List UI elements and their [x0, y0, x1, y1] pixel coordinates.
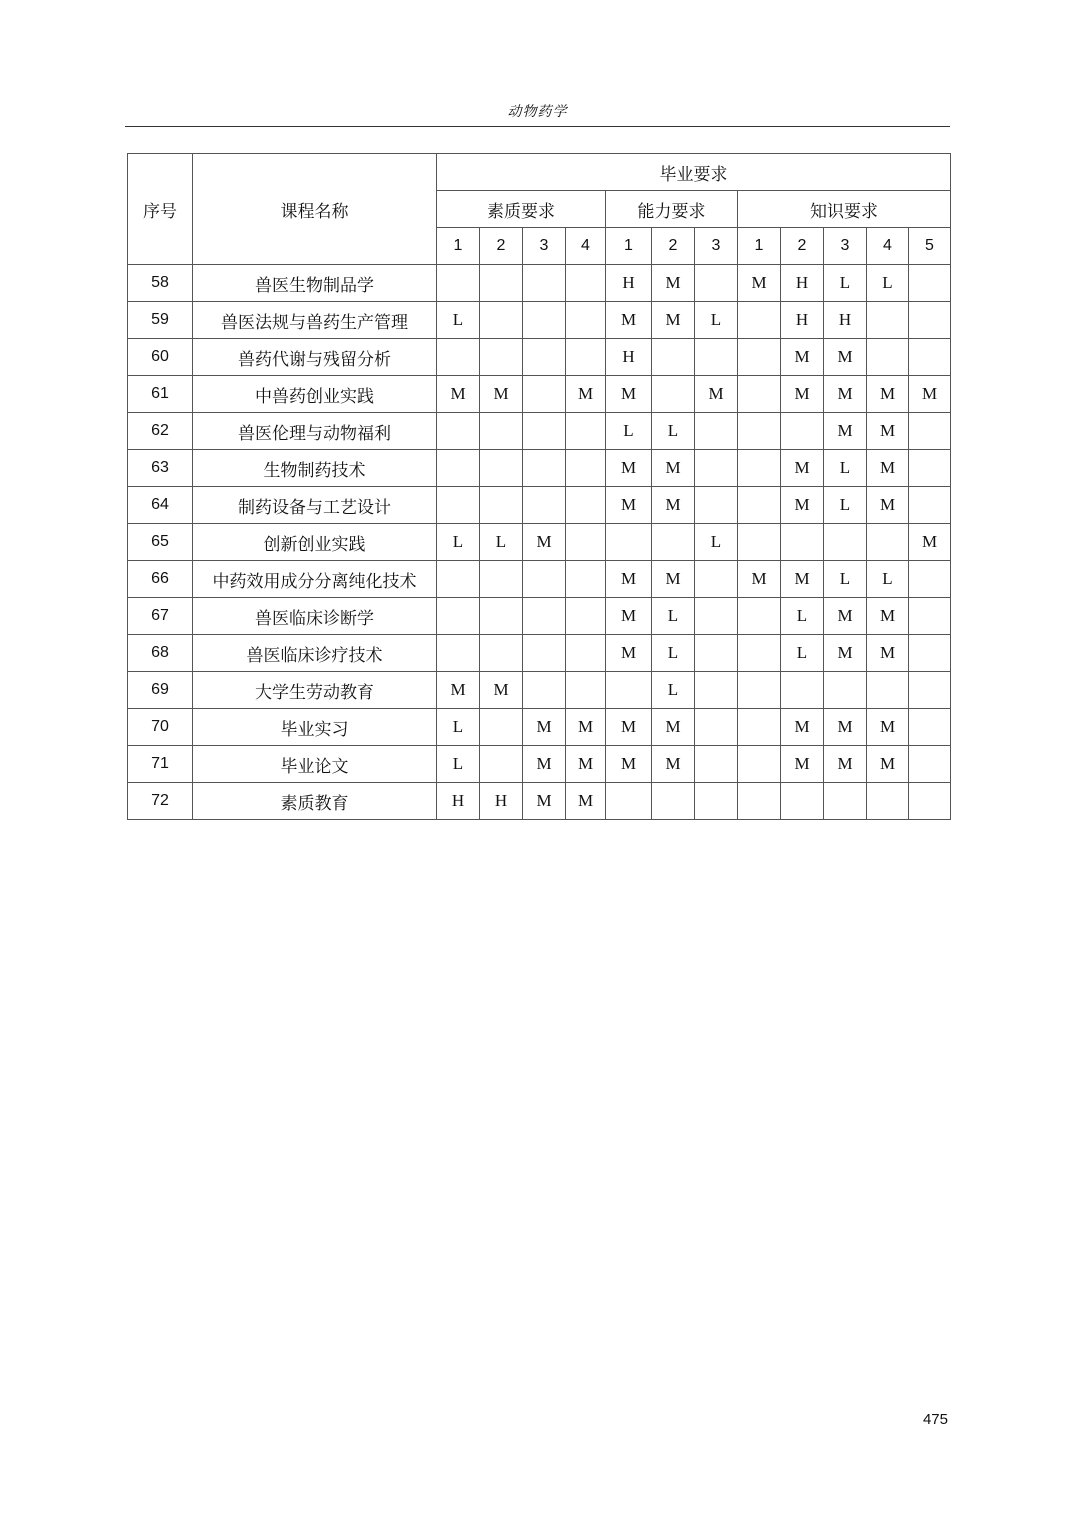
requirement-level-cell: M — [781, 487, 824, 524]
table-head — [128, 154, 951, 265]
requirement-level-cell: M — [606, 746, 652, 783]
requirement-level-cell — [909, 746, 951, 783]
requirement-level-cell — [566, 413, 606, 450]
requirement-level-cell: M — [652, 746, 695, 783]
course-name-cell: 毕业实习 — [193, 709, 437, 746]
requirement-level-cell: M — [606, 302, 652, 339]
requirement-level-cell: M — [652, 450, 695, 487]
requirement-level-cell — [566, 561, 606, 598]
column-subheader-0-3: 4 — [566, 228, 606, 265]
course-name-cell: 中药效用成分分离纯化技术 — [193, 561, 437, 598]
requirement-level-cell — [909, 339, 951, 376]
requirement-level-cell — [480, 709, 523, 746]
requirement-level-cell: M — [738, 561, 781, 598]
requirement-level-cell — [566, 339, 606, 376]
requirement-level-cell — [695, 561, 738, 598]
row-index-cell: 69 — [128, 672, 193, 709]
requirement-level-cell — [781, 672, 824, 709]
requirement-level-cell — [437, 635, 480, 672]
requirement-level-cell: L — [695, 302, 738, 339]
requirement-level-cell: H — [781, 265, 824, 302]
requirement-level-cell: L — [824, 450, 867, 487]
requirement-level-cell: M — [523, 524, 566, 561]
requirement-level-cell — [480, 746, 523, 783]
requirement-level-cell — [909, 561, 951, 598]
requirement-level-cell: M — [824, 376, 867, 413]
requirement-level-cell — [738, 598, 781, 635]
requirement-level-cell: M — [652, 487, 695, 524]
table-row — [128, 413, 951, 450]
requirement-level-cell — [480, 265, 523, 302]
course-name-cell: 兽药代谢与残留分析 — [193, 339, 437, 376]
row-index-cell: 64 — [128, 487, 193, 524]
requirement-level-cell: L — [652, 635, 695, 672]
requirement-level-cell — [523, 487, 566, 524]
requirement-level-cell — [695, 635, 738, 672]
requirement-level-cell: M — [606, 487, 652, 524]
requirement-level-cell — [824, 783, 867, 820]
requirement-level-cell: M — [824, 709, 867, 746]
table-row — [128, 598, 951, 635]
requirement-level-cell: M — [652, 265, 695, 302]
table-row — [128, 672, 951, 709]
course-name-cell: 兽医临床诊断学 — [193, 598, 437, 635]
requirement-level-cell: H — [480, 783, 523, 820]
requirement-level-cell: M — [867, 635, 909, 672]
course-name-cell: 素质教育 — [193, 783, 437, 820]
requirement-level-cell — [909, 413, 951, 450]
course-name-cell: 兽医法规与兽药生产管理 — [193, 302, 437, 339]
column-subheader-2-1: 2 — [781, 228, 824, 265]
requirement-level-cell: H — [437, 783, 480, 820]
requirement-level-cell — [695, 487, 738, 524]
course-name-cell: 兽医临床诊疗技术 — [193, 635, 437, 672]
table-row — [128, 376, 951, 413]
column-group-1: 能力要求 — [606, 191, 738, 228]
requirement-level-cell: L — [437, 709, 480, 746]
requirement-level-cell: M — [824, 635, 867, 672]
requirement-level-cell — [867, 524, 909, 561]
requirement-level-cell: M — [867, 450, 909, 487]
row-index-cell: 67 — [128, 598, 193, 635]
requirement-level-cell: M — [867, 413, 909, 450]
requirement-level-cell — [909, 783, 951, 820]
requirement-level-cell — [437, 598, 480, 635]
requirement-level-cell — [781, 413, 824, 450]
requirement-level-cell: M — [566, 746, 606, 783]
requirement-level-cell: L — [867, 265, 909, 302]
table-row — [128, 709, 951, 746]
row-index-cell: 68 — [128, 635, 193, 672]
requirement-level-cell: M — [867, 598, 909, 635]
requirement-level-cell: M — [606, 450, 652, 487]
requirement-level-cell — [566, 450, 606, 487]
requirement-level-cell — [652, 524, 695, 561]
requirement-level-cell: L — [781, 635, 824, 672]
course-name-cell: 制药设备与工艺设计 — [193, 487, 437, 524]
requirement-level-cell: M — [566, 783, 606, 820]
requirement-level-cell: H — [824, 302, 867, 339]
requirement-level-cell — [652, 783, 695, 820]
row-index-cell: 61 — [128, 376, 193, 413]
requirement-level-cell — [909, 450, 951, 487]
page-header-title: 动物药学 — [125, 100, 950, 127]
requirement-level-cell: L — [781, 598, 824, 635]
requirement-level-cell — [652, 376, 695, 413]
requirement-level-cell — [606, 524, 652, 561]
requirement-level-cell: M — [867, 487, 909, 524]
table-row — [128, 561, 951, 598]
column-group-2: 知识要求 — [738, 191, 951, 228]
requirement-level-cell — [738, 376, 781, 413]
requirement-level-cell — [523, 265, 566, 302]
curriculum-matrix-table-wrapper — [127, 153, 951, 820]
requirement-level-cell: L — [695, 524, 738, 561]
requirement-level-cell — [824, 672, 867, 709]
requirement-level-cell — [437, 339, 480, 376]
requirement-level-cell — [695, 265, 738, 302]
requirement-level-cell — [566, 524, 606, 561]
requirement-level-cell — [738, 709, 781, 746]
course-name-cell: 毕业论文 — [193, 746, 437, 783]
requirement-level-cell — [695, 339, 738, 376]
requirement-level-cell: L — [824, 561, 867, 598]
requirement-level-cell: M — [738, 265, 781, 302]
requirement-level-cell — [523, 672, 566, 709]
column-subheader-2-4: 5 — [909, 228, 951, 265]
requirement-level-cell: M — [523, 783, 566, 820]
requirement-level-cell: H — [606, 339, 652, 376]
column-group-graduation-requirements: 毕业要求 — [437, 154, 951, 191]
requirement-level-cell: M — [652, 709, 695, 746]
requirement-level-cell: M — [652, 302, 695, 339]
row-index-cell: 58 — [128, 265, 193, 302]
requirement-level-cell: L — [437, 746, 480, 783]
requirement-level-cell: M — [523, 709, 566, 746]
requirement-level-cell: M — [781, 561, 824, 598]
column-subheader-1-1: 2 — [652, 228, 695, 265]
course-name-cell: 兽医伦理与动物福利 — [193, 413, 437, 450]
requirement-level-cell — [695, 450, 738, 487]
column-subheader-2-2: 3 — [824, 228, 867, 265]
requirement-level-cell: M — [606, 561, 652, 598]
requirement-level-cell: M — [781, 746, 824, 783]
column-header-course: 课程名称 — [193, 154, 437, 265]
requirement-level-cell — [909, 709, 951, 746]
requirement-level-cell — [437, 265, 480, 302]
requirement-level-cell — [523, 339, 566, 376]
requirement-level-cell — [523, 302, 566, 339]
requirement-level-cell — [738, 783, 781, 820]
course-name-cell: 中兽药创业实践 — [193, 376, 437, 413]
column-subheader-2-0: 1 — [738, 228, 781, 265]
requirement-level-cell — [738, 450, 781, 487]
requirement-level-cell — [738, 524, 781, 561]
requirement-level-cell — [867, 302, 909, 339]
requirement-level-cell — [738, 413, 781, 450]
table-row — [128, 265, 951, 302]
requirement-level-cell — [480, 487, 523, 524]
row-index-cell: 63 — [128, 450, 193, 487]
table-body — [128, 265, 951, 820]
row-index-cell: 72 — [128, 783, 193, 820]
requirement-level-cell — [909, 598, 951, 635]
requirement-level-cell: M — [523, 746, 566, 783]
requirement-level-cell — [909, 635, 951, 672]
requirement-level-cell — [738, 302, 781, 339]
requirement-level-cell — [606, 783, 652, 820]
table-row — [128, 746, 951, 783]
requirement-level-cell — [566, 672, 606, 709]
requirement-level-cell: M — [652, 561, 695, 598]
requirement-level-cell — [480, 413, 523, 450]
requirement-level-cell — [738, 672, 781, 709]
requirement-level-cell: M — [867, 746, 909, 783]
column-subheader-0-2: 3 — [523, 228, 566, 265]
requirement-level-cell: L — [824, 265, 867, 302]
requirement-level-cell — [738, 339, 781, 376]
requirement-level-cell: L — [437, 302, 480, 339]
requirement-level-cell — [695, 746, 738, 783]
table-row — [128, 450, 951, 487]
requirement-level-cell — [909, 265, 951, 302]
requirement-level-cell — [738, 746, 781, 783]
requirement-level-cell — [867, 672, 909, 709]
requirement-level-cell: M — [480, 672, 523, 709]
requirement-level-cell — [695, 672, 738, 709]
requirement-level-cell: M — [867, 376, 909, 413]
requirement-level-cell — [480, 598, 523, 635]
requirement-level-cell: H — [781, 302, 824, 339]
requirement-level-cell — [566, 265, 606, 302]
requirement-level-cell: M — [437, 376, 480, 413]
page-number: 475 — [922, 1411, 948, 1428]
requirement-level-cell — [652, 339, 695, 376]
requirement-level-cell — [738, 487, 781, 524]
row-index-cell: 70 — [128, 709, 193, 746]
requirement-level-cell: M — [566, 376, 606, 413]
requirement-level-cell — [480, 450, 523, 487]
table-row — [128, 302, 951, 339]
column-subheader-1-0: 1 — [606, 228, 652, 265]
course-name-cell: 大学生劳动教育 — [193, 672, 437, 709]
requirement-level-cell: M — [867, 709, 909, 746]
requirement-level-cell — [523, 561, 566, 598]
column-subheader-0-0: 1 — [437, 228, 480, 265]
requirement-level-cell: M — [695, 376, 738, 413]
column-subheader-2-3: 4 — [867, 228, 909, 265]
requirement-level-cell — [695, 783, 738, 820]
requirement-level-cell: M — [566, 709, 606, 746]
requirement-level-cell — [566, 302, 606, 339]
requirement-level-cell: L — [824, 487, 867, 524]
requirement-level-cell: L — [480, 524, 523, 561]
requirement-level-cell: M — [606, 709, 652, 746]
requirement-level-cell: M — [909, 376, 951, 413]
requirement-level-cell — [606, 672, 652, 709]
requirement-level-cell — [695, 709, 738, 746]
requirement-level-cell — [695, 598, 738, 635]
row-index-cell: 71 — [128, 746, 193, 783]
requirement-level-cell — [480, 635, 523, 672]
table-row — [128, 783, 951, 820]
table-row — [128, 487, 951, 524]
requirement-level-cell: L — [652, 413, 695, 450]
requirement-level-cell — [523, 450, 566, 487]
requirement-level-cell — [566, 598, 606, 635]
requirement-level-cell — [437, 487, 480, 524]
requirement-level-cell — [523, 413, 566, 450]
requirement-level-cell — [523, 635, 566, 672]
table-row — [128, 635, 951, 672]
course-name-cell: 生物制药技术 — [193, 450, 437, 487]
requirement-level-cell: M — [606, 598, 652, 635]
requirement-level-cell — [781, 783, 824, 820]
requirement-level-cell: M — [606, 376, 652, 413]
requirement-level-cell — [566, 487, 606, 524]
requirement-level-cell — [480, 302, 523, 339]
requirement-level-cell — [480, 561, 523, 598]
requirement-level-cell: M — [437, 672, 480, 709]
requirement-level-cell — [824, 524, 867, 561]
requirement-level-cell: M — [781, 450, 824, 487]
requirement-level-cell — [909, 302, 951, 339]
requirement-level-cell: L — [652, 672, 695, 709]
requirement-level-cell: L — [437, 524, 480, 561]
table-row — [128, 524, 951, 561]
row-index-cell: 59 — [128, 302, 193, 339]
requirement-level-cell: M — [480, 376, 523, 413]
column-group-0: 素质要求 — [437, 191, 606, 228]
requirement-level-cell: L — [652, 598, 695, 635]
requirement-level-cell — [523, 376, 566, 413]
requirement-level-cell: H — [606, 265, 652, 302]
requirement-level-cell: M — [781, 339, 824, 376]
course-name-cell: 兽医生物制品学 — [193, 265, 437, 302]
requirement-level-cell — [566, 635, 606, 672]
requirement-level-cell: M — [909, 524, 951, 561]
row-index-cell: 65 — [128, 524, 193, 561]
requirement-level-cell: L — [867, 561, 909, 598]
requirement-level-cell: M — [824, 413, 867, 450]
requirement-level-cell — [781, 524, 824, 561]
requirement-level-cell — [738, 635, 781, 672]
requirement-level-cell: M — [824, 339, 867, 376]
table-row — [128, 339, 951, 376]
requirement-level-cell: M — [824, 746, 867, 783]
requirement-level-cell — [909, 487, 951, 524]
column-header-index: 序号 — [128, 154, 193, 265]
requirement-level-cell — [523, 598, 566, 635]
requirement-level-cell — [437, 450, 480, 487]
requirement-level-cell — [437, 413, 480, 450]
requirement-level-cell — [480, 339, 523, 376]
requirement-level-cell — [437, 561, 480, 598]
requirement-level-cell — [867, 339, 909, 376]
requirement-level-cell — [867, 783, 909, 820]
column-subheader-0-1: 2 — [480, 228, 523, 265]
row-index-cell: 62 — [128, 413, 193, 450]
requirement-level-cell — [909, 672, 951, 709]
requirement-level-cell — [695, 413, 738, 450]
curriculum-requirements-table — [127, 153, 951, 820]
requirement-level-cell: M — [781, 709, 824, 746]
row-index-cell: 60 — [128, 339, 193, 376]
requirement-level-cell: M — [606, 635, 652, 672]
requirement-level-cell: L — [606, 413, 652, 450]
course-name-cell: 创新创业实践 — [193, 524, 437, 561]
requirement-level-cell: M — [781, 376, 824, 413]
requirement-level-cell: M — [824, 598, 867, 635]
row-index-cell: 66 — [128, 561, 193, 598]
column-subheader-1-2: 3 — [695, 228, 738, 265]
